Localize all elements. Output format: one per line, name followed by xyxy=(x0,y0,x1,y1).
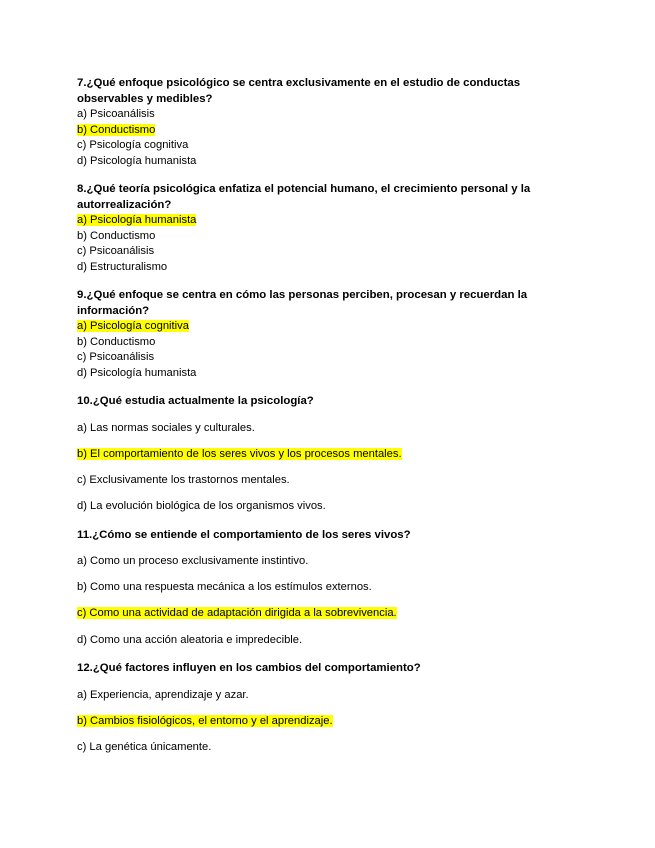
option-10b xyxy=(77,447,577,463)
option-10a: a) Las normas sociales y culturales. xyxy=(77,421,255,434)
question-10-text: 10.¿Qué estudia actualmente la psicología? xyxy=(77,395,314,407)
option-10d: d) La evolución biológica de los organismos vivos. xyxy=(77,500,326,513)
option-7d: d) Psicología humanista xyxy=(77,154,197,167)
option-8d: d) Estructuralismo xyxy=(77,260,168,273)
option-11c xyxy=(77,606,577,622)
option-12b xyxy=(77,714,577,730)
option-8a xyxy=(77,213,577,229)
question-12-text: 12.¿Qué factores influyen en los cambios del comportamiento? xyxy=(77,662,421,675)
highlighted-answer: a) Psicología cognitiva xyxy=(77,320,189,332)
option-12a: a) Experiencia, aprendizaje y azar. xyxy=(77,688,249,701)
option-7a: a) Psicoanálisis xyxy=(77,108,155,120)
option-12c: c) La genética únicamente. xyxy=(77,741,212,753)
option-7b xyxy=(77,123,577,139)
question-7-text: 7.¿Qué enfoque psicológico se centra exclusivamente en el estudio de conductas observables y medibles? xyxy=(77,77,521,105)
question-9 xyxy=(77,288,577,381)
question-8-text: 8.¿Qué teoría psicológica enfatiza el potencial humano, el crecimiento personal y la autorrealización? xyxy=(77,183,531,211)
question-8 xyxy=(77,182,577,275)
question-10 xyxy=(77,394,577,515)
option-9b: b) Conductismo xyxy=(77,335,156,348)
option-7c: c) Psicología cognitiva xyxy=(77,139,189,151)
option-10c: c) Exclusivamente los trastornos mentales. xyxy=(77,473,290,486)
question-11 xyxy=(77,528,577,649)
highlighted-answer: c) Como una actividad de adaptación dirigida a la sobrevivencia. xyxy=(77,607,397,620)
option-9d: d) Psicología humanista xyxy=(77,366,197,379)
question-7 xyxy=(77,76,577,169)
question-12 xyxy=(77,661,577,755)
highlighted-answer: b) Conductismo xyxy=(77,123,156,136)
option-9c: c) Psicoanálisis xyxy=(77,351,155,363)
highlighted-answer: a) Psicología humanista xyxy=(77,214,197,226)
highlighted-answer: b) Cambios fisiológicos, el entorno y el aprendizaje. xyxy=(77,714,333,727)
question-9-text: 9.¿Qué enfoque se centra en cómo las personas perciben, procesan y recuerdan la información? xyxy=(77,289,528,317)
option-9a xyxy=(77,319,577,335)
option-8c: c) Psicoanálisis xyxy=(77,245,155,257)
option-11d: d) Como una acción aleatoria e impredecible. xyxy=(77,633,303,646)
quiz-document xyxy=(77,76,577,769)
option-8b: b) Conductismo xyxy=(77,229,156,242)
highlighted-answer: b) El comportamiento de los seres vivos y los procesos mentales. xyxy=(77,447,402,460)
question-11-text: 11.¿Cómo se entiende el comportamiento de los seres vivos? xyxy=(77,528,411,541)
option-11a: a) Como un proceso exclusivamente instintivo. xyxy=(77,555,309,568)
option-11b: b) Como una respuesta mecánica a los estímulos externos. xyxy=(77,581,372,594)
